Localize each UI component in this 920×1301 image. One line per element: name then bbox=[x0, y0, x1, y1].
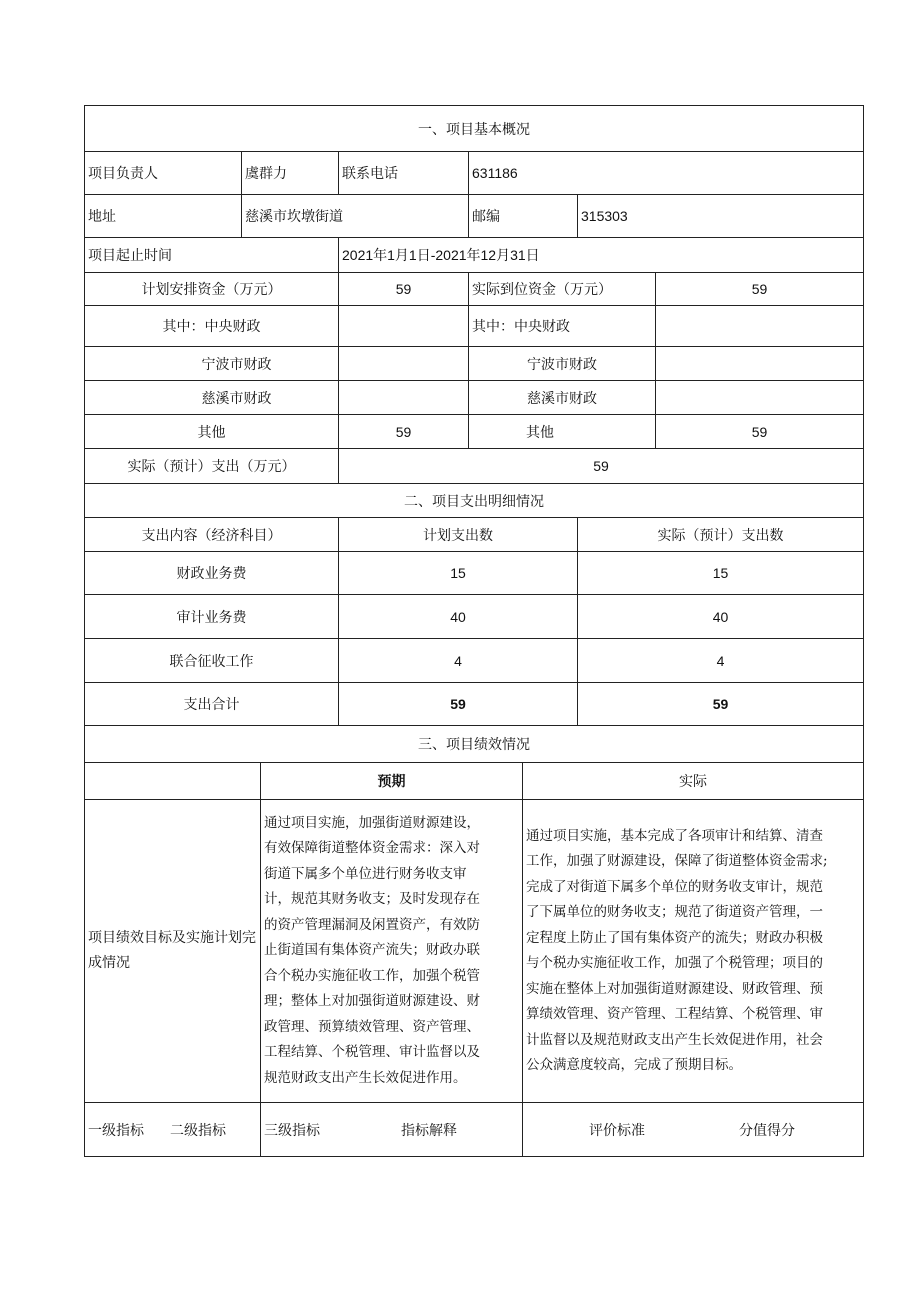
indicator-explanation-header: 指标解释 bbox=[401, 1122, 457, 1139]
section2-title: 二、项目支出明细情况 bbox=[84, 483, 864, 518]
actual-funds-label: 实际到位资金（万元） bbox=[468, 272, 656, 306]
central-finance-label-left: 其中：中央财政 bbox=[84, 305, 339, 347]
expense-row-planned: 40 bbox=[338, 594, 578, 639]
expense-header-planned: 计划支出数 bbox=[338, 517, 578, 552]
expense-row-item: 审计业务费 bbox=[84, 594, 339, 639]
cixi-finance-label-right: 慈溪市财政 bbox=[468, 380, 656, 415]
other-value-left: 59 bbox=[338, 414, 469, 449]
expense-total-label: 支出合计 bbox=[84, 682, 339, 726]
expense-total-planned: 59 bbox=[338, 682, 578, 726]
expense-row-actual: 4 bbox=[577, 638, 864, 683]
other-label-right: 其他 bbox=[468, 414, 656, 449]
indicator-level3-header: 三级指标 bbox=[264, 1122, 320, 1139]
expense-row-planned: 4 bbox=[338, 638, 578, 683]
planned-funds-label: 计划安排资金（万元） bbox=[84, 272, 339, 306]
period-value: 2021年1月1日-2021年12月31日 bbox=[338, 237, 864, 273]
indicator-level1-header: 一级指标 bbox=[88, 1122, 144, 1139]
other-value-right: 59 bbox=[655, 414, 864, 449]
spend-label: 实际（预计）支出（万元） bbox=[84, 448, 339, 484]
indicator-header-criteria bbox=[522, 1102, 864, 1157]
ningbo-finance-value-left bbox=[338, 346, 469, 381]
central-finance-value-left bbox=[338, 305, 469, 347]
expected-header: 预期 bbox=[260, 762, 523, 800]
actual-funds-value: 59 bbox=[655, 272, 864, 306]
central-finance-value-right bbox=[655, 305, 864, 347]
expense-row-item: 财政业务费 bbox=[84, 551, 339, 595]
ningbo-finance-label-right: 宁波市财政 bbox=[468, 346, 656, 381]
address-value: 慈溪市坎墩街道 bbox=[241, 194, 469, 238]
actual-header: 实际 bbox=[522, 762, 864, 800]
period-label: 项目起止时间 bbox=[84, 237, 339, 273]
leader-value: 虞群力 bbox=[241, 151, 339, 195]
indicator-header-levels-1-2 bbox=[84, 1102, 261, 1157]
actual-description: 通过项目实施，基本完成了各项审计和结算、清查 工作，加强了财源建设，保障了街道整体资金需求; 完成了对街道下属多个单位的财务收支审计，规范 了下属单位的财务收支；规范了街道资产管理，一 定程度上防止了国有集体资产的流失；财政办积极 与个税办实施征收工作，加强了个税管理；项目的 实施在整体上对加强街道财源建设、财政管理、预 算绩效管理、资产管理、工程结算、个税管理、审 计监督以及规范财政支出产生长效促进作用，社会 公众满意度较高，完成了预期目标。 bbox=[522, 799, 864, 1103]
address-label: 地址 bbox=[84, 194, 242, 238]
section3-title: 三、项目绩效情况 bbox=[84, 725, 864, 763]
expense-row-planned: 15 bbox=[338, 551, 578, 595]
spend-value: 59 bbox=[338, 448, 864, 484]
postcode-value: 315303 bbox=[577, 194, 864, 238]
planned-funds-value: 59 bbox=[338, 272, 469, 306]
expense-row-item: 联合征收工作 bbox=[84, 638, 339, 683]
goal-label: 项目绩效目标及实施计划完成情况 bbox=[84, 799, 261, 1103]
expense-row-actual: 40 bbox=[577, 594, 864, 639]
expected-description: 通过项目实施，加强街道财源建设， 有效保障街道整体资金需求：深入对 街道下属多个单位进行财务收支审 计，规范其财务收支；及时发现存在 的资产管理漏洞及闲置资产，有效防 止街道国有集体资产流失；财政办联 合个税办实施征收工作，加强个税管 理；整体上对加强街道财源建设、财 政管理、预算绩效管理、资产管理、 工程结算、个税管理、审计监督以及 规范财政支出产生长效促进作用。 bbox=[260, 799, 523, 1103]
indicator-header-level3 bbox=[260, 1102, 523, 1157]
ningbo-finance-label-left: 宁波市财政 bbox=[84, 346, 339, 381]
expense-total-actual: 59 bbox=[577, 682, 864, 726]
expense-header-actual: 实际（预计）支出数 bbox=[577, 517, 864, 552]
indicator-level2-header: 二级指标 bbox=[170, 1122, 226, 1139]
expense-header-item: 支出内容（经济科目） bbox=[84, 517, 339, 552]
postcode-label: 邮编 bbox=[468, 194, 578, 238]
expense-row-actual: 15 bbox=[577, 551, 864, 595]
phone-value: 631186 bbox=[468, 151, 864, 195]
ningbo-finance-value-right bbox=[655, 346, 864, 381]
performance-header-blank bbox=[84, 762, 261, 800]
cixi-finance-label-left: 慈溪市财政 bbox=[84, 380, 339, 415]
section1-title: 一、项目基本概况 bbox=[84, 105, 864, 152]
phone-label: 联系电话 bbox=[338, 151, 469, 195]
indicator-criteria-header: 评价标准 bbox=[589, 1122, 645, 1139]
cixi-finance-value-right bbox=[655, 380, 864, 415]
indicator-score-header: 分值得分 bbox=[739, 1122, 795, 1139]
central-finance-label-right: 其中：中央财政 bbox=[468, 305, 656, 347]
cixi-finance-value-left bbox=[338, 380, 469, 415]
other-label-left: 其他 bbox=[84, 414, 339, 449]
leader-label: 项目负责人 bbox=[84, 151, 242, 195]
